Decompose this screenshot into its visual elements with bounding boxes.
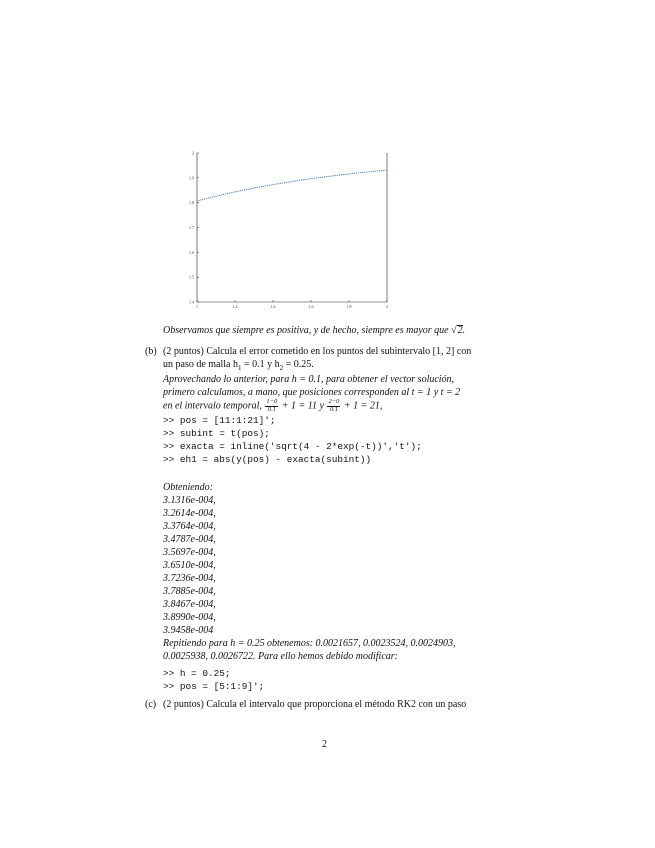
data-point — [309, 178, 310, 179]
data-point — [282, 182, 283, 183]
data-point — [345, 174, 346, 175]
part-b-line-2a: un paso de malla h — [163, 359, 238, 370]
data-point — [377, 170, 378, 171]
code-line: >> pos = [5:1:9]'; — [163, 681, 265, 692]
explanation-paragraph — [163, 373, 533, 413]
data-point — [322, 177, 323, 178]
data-point — [234, 191, 235, 192]
data-point — [265, 185, 266, 186]
result-value: 3.9458e-004 — [163, 625, 214, 636]
y-tick-label: 1.5 — [189, 274, 194, 280]
result-value: 3.2614e-004, — [163, 508, 216, 519]
data-point — [214, 196, 215, 197]
code-block-1 — [163, 414, 422, 466]
part-b-line-1: (2 puntos) Calcula el error cometido en los puntos del subintervalo [1, 2] con — [163, 346, 472, 357]
data-point — [366, 172, 367, 173]
data-point — [233, 192, 234, 193]
data-point — [244, 189, 245, 190]
part-b-line-2c: = 0.25. — [285, 359, 314, 370]
data-point — [307, 179, 308, 180]
plot-axes — [197, 153, 387, 302]
data-point — [208, 198, 209, 199]
data-point — [379, 170, 380, 171]
data-point — [204, 198, 205, 199]
data-point — [238, 191, 239, 192]
data-point — [280, 183, 281, 184]
data-point — [252, 188, 253, 189]
code-line: >> eh1 = abs(y(pos) - exacta(subint)) — [163, 454, 372, 465]
data-point — [328, 176, 329, 177]
subscript-1: 1 — [237, 364, 242, 372]
y-ticks — [189, 151, 199, 305]
explanation-line-3a: en el intervalo temporal, — [163, 400, 262, 412]
explanation-line-2: primero calculamos, a mano, que posiciones corresponden al t = 1 y t = 2 — [163, 387, 461, 398]
data-point — [386, 170, 387, 171]
data-point — [215, 196, 216, 197]
data-point — [202, 199, 203, 200]
result-value: 3.6510e-004, — [163, 560, 216, 571]
data-point — [206, 198, 207, 199]
sqrt-symbol: √ — [451, 325, 457, 336]
result-value: 3.8467e-004, — [163, 599, 216, 610]
data-point — [356, 173, 357, 174]
y-tick-label: 1.4 — [189, 299, 194, 305]
data-point — [375, 171, 376, 172]
data-point — [290, 181, 291, 182]
data-point — [288, 182, 289, 183]
result-value: 3.8990e-004, — [163, 612, 216, 623]
fraction-2 — [327, 399, 340, 413]
data-point — [335, 175, 336, 176]
data-point — [253, 188, 254, 189]
result-value: 3.5697e-004, — [163, 547, 216, 558]
data-point — [263, 186, 264, 187]
data-point — [364, 172, 365, 173]
data-point — [352, 173, 353, 174]
x-tick-label: 1.4 — [270, 304, 276, 309]
data-point — [231, 192, 232, 193]
data-point — [259, 186, 260, 187]
data-point — [272, 184, 273, 185]
data-point — [303, 179, 304, 180]
data-point — [348, 173, 349, 174]
data-point — [331, 175, 332, 176]
data-point — [371, 171, 372, 172]
result-value: 3.4787e-004, — [163, 534, 216, 545]
x-tick-label: 1.6 — [308, 304, 314, 309]
data-point — [318, 177, 319, 178]
part-b-label: (b) — [145, 346, 157, 357]
data-point — [291, 181, 292, 182]
result-value: 3.7885e-004, — [163, 586, 216, 597]
data-point — [227, 193, 228, 194]
data-point — [276, 183, 277, 184]
data-point — [329, 176, 330, 177]
data-point — [274, 184, 275, 185]
data-point — [324, 176, 325, 177]
data-point — [284, 182, 285, 183]
data-point — [343, 174, 344, 175]
solution-plot — [183, 146, 393, 312]
sqrt-radicand: 2 — [457, 325, 463, 336]
x-tick-label: 1.2 — [232, 304, 238, 309]
code-line: >> subint = t(pos); — [163, 428, 270, 439]
fraction-1 — [265, 399, 278, 413]
data-point — [326, 176, 327, 177]
data-point — [278, 183, 279, 184]
data-point — [350, 173, 351, 174]
data-point — [310, 178, 311, 179]
part-b-line-2b: = 0.1 y h — [243, 359, 280, 370]
code-line: >> h = 0.25; — [163, 668, 231, 679]
data-point — [269, 185, 270, 186]
observation-sentence: Observamos que siempre es positiva, y de hecho, siempre es mayor que — [163, 325, 449, 336]
part-b-text — [163, 345, 533, 375]
data-point — [369, 171, 370, 172]
result-value: 3.1316e-004, — [163, 495, 216, 506]
data-point — [360, 172, 361, 173]
result-value: 3.7236e-004, — [163, 573, 216, 584]
result-value: 3.3764e-004, — [163, 521, 216, 532]
data-point — [267, 185, 268, 186]
data-point — [312, 178, 313, 179]
explanation-line-3 — [163, 399, 533, 413]
data-point — [316, 177, 317, 178]
results-heading: Obteniendo: — [163, 482, 213, 493]
y-tick-label: 1.6 — [189, 249, 194, 255]
data-point — [217, 195, 218, 196]
data-point — [293, 181, 294, 182]
data-point — [305, 179, 306, 180]
data-point — [295, 180, 296, 181]
data-point — [341, 174, 342, 175]
repeat-line-1: Repitiendo para h = 0.25 obtenemos: 0.0021657, 0.0023524, 0.0024903, — [163, 638, 456, 649]
code-line: >> exacta = inline('sqrt(4 - 2*exp(-t))','t'); — [163, 441, 422, 452]
data-point — [200, 199, 201, 200]
x-tick-label: 2 — [386, 304, 388, 309]
x-ticks — [196, 300, 388, 309]
data-point — [196, 200, 197, 201]
explanation-line-1: Aprovechando lo anterior, para h = 0.1, para obtener el vector solución, — [163, 374, 455, 385]
data-point — [257, 187, 258, 188]
data-point — [347, 174, 348, 175]
fraction-2-den: 0.1 — [329, 405, 338, 413]
observation-end: . — [462, 325, 466, 336]
data-point — [223, 194, 224, 195]
data-point — [333, 175, 334, 176]
data-point — [286, 182, 287, 183]
data-point — [337, 175, 338, 176]
results-list — [163, 481, 216, 637]
data-point — [212, 197, 213, 198]
data-point — [339, 175, 340, 176]
data-point — [250, 188, 251, 189]
fraction-2-num: 2−0 — [328, 398, 340, 405]
data-point — [314, 178, 315, 179]
y-tick-label: 1.8 — [189, 200, 194, 206]
data-point — [358, 172, 359, 173]
data-point — [236, 191, 237, 192]
data-point — [229, 193, 230, 194]
repeat-paragraph — [163, 637, 533, 663]
data-point — [320, 177, 321, 178]
data-point — [373, 171, 374, 172]
part-c-text: (2 puntos) Calcula el intervalo que proporciona el método RK2 con un paso — [163, 699, 467, 710]
data-point — [225, 193, 226, 194]
data-point — [255, 187, 256, 188]
data-point — [246, 189, 247, 190]
data-point — [198, 200, 199, 201]
data-point — [248, 189, 249, 190]
data-point — [210, 197, 211, 198]
data-point — [299, 180, 300, 181]
part-c-label: (c) — [145, 699, 157, 710]
observation-text — [163, 324, 533, 337]
explanation-line-3c: + 1 = 21, — [343, 400, 383, 412]
subscript-2: 2 — [279, 364, 284, 372]
data-point — [362, 172, 363, 173]
fraction-1-num: 1−0 — [266, 398, 278, 405]
data-point — [219, 195, 220, 196]
data-point — [240, 190, 241, 191]
y-tick-label: 1.9 — [189, 175, 194, 181]
x-tick-label: 1.8 — [346, 304, 352, 309]
page-number: 2 — [322, 739, 327, 750]
data-point — [261, 186, 262, 187]
y-tick-label: 1.7 — [189, 225, 194, 230]
data-point — [301, 180, 302, 181]
data-point — [383, 170, 384, 171]
y-tick-label: 2 — [192, 150, 194, 156]
repeat-line-2: 0.0025938, 0.0026722. Para ello hemos debido modificar: — [163, 651, 398, 662]
data-point — [271, 184, 272, 185]
explanation-line-3b: + 1 = 11 y — [281, 400, 324, 412]
code-block-2 — [163, 667, 264, 693]
code-line: >> pos = [11:1:21]'; — [163, 415, 276, 426]
data-point — [367, 171, 368, 172]
fraction-1-den: 0.1 — [267, 405, 276, 413]
data-point — [381, 170, 382, 171]
x-tick-label: 1 — [196, 304, 198, 309]
data-point — [242, 190, 243, 191]
data-point — [297, 180, 298, 181]
data-point — [354, 173, 355, 174]
data-point — [385, 170, 386, 171]
data-point — [221, 194, 222, 195]
solution-points — [196, 170, 387, 202]
